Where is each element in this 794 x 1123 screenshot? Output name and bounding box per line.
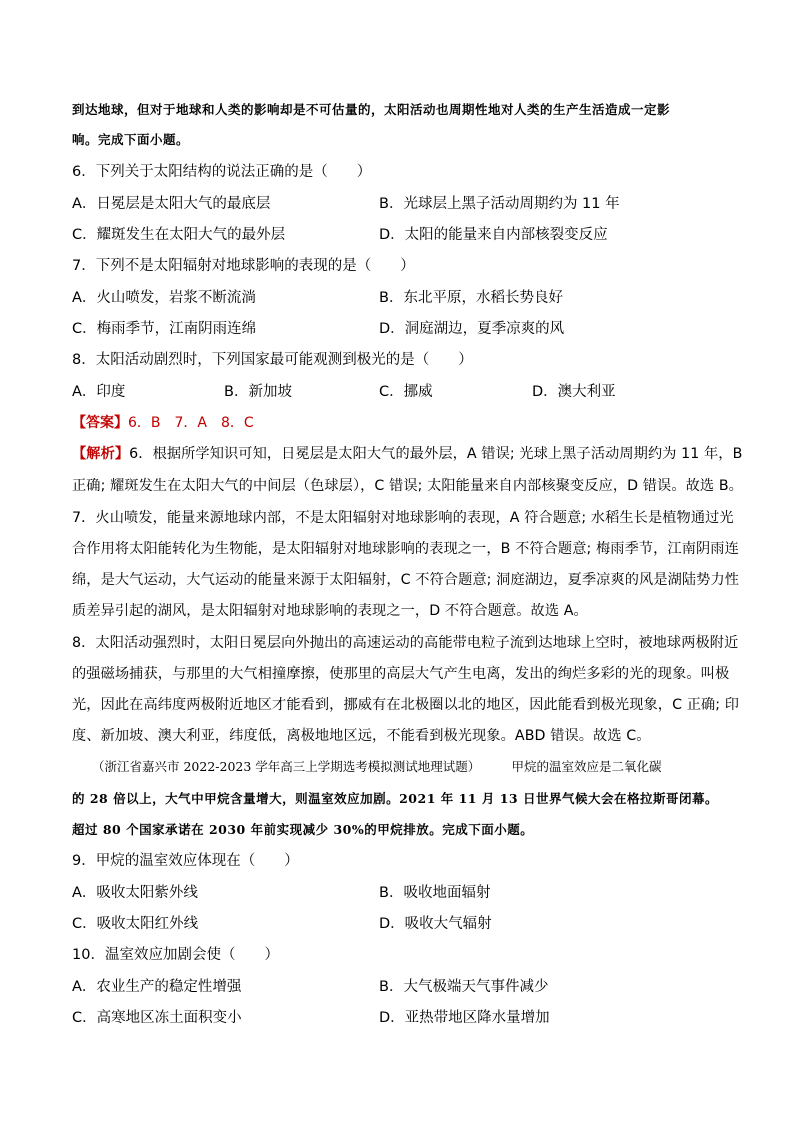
- question-6-option-a: A．日冕层是太阳大气的最底层: [72, 196, 271, 212]
- question-10-stem: 10．温室效应加剧会使（ ）: [72, 947, 279, 963]
- passage2-line-1: 的 28 倍以上，大气中甲烷含量增大，则温室效应加剧。2021 年 11 月 13 日世界气候大会在格拉斯哥闭幕。: [72, 791, 718, 806]
- answer-line: [72, 413, 254, 433]
- answer-tag: 【答案】: [72, 415, 128, 431]
- question-7-option-b: B．东北平原，水稻长势良好: [379, 290, 563, 306]
- analysis-tag: 【解析】: [72, 446, 130, 462]
- passage2-line-2: 超过 80 个国家承诺在 2030 年前实现减少 30%的甲烷排放。完成下面小题。: [72, 822, 534, 837]
- question-7-option-a: A．火山喷发，岩浆不断流淌: [72, 290, 256, 306]
- analysis-line-4: 合作用将太阳能转化为生物能，是太阳辐射对地球影响的表现之一，B 不符合题意; 梅雨季节，江南阴雨连: [72, 541, 739, 557]
- question-8-stem: 8．太阳活动剧烈时，下列国家最可能观测到极光的是（ ）: [72, 352, 473, 368]
- analysis-line-3: 7．火山喷发，能量来源地球内部，不是太阳辐射对地球影响的表现，A 符合题意; 水稻生长是植物通过光: [72, 510, 734, 526]
- question-8-option-c: C．挪威: [379, 384, 433, 400]
- intro-line-1: 到达地球，但对于地球和人类的影响却是不可估量的，太阳活动也周期性地对人类的生产生活造成一定影: [72, 102, 671, 117]
- question-10-option-c: C．高寒地区冻土面积变小: [72, 1010, 242, 1026]
- question-6-option-d: D．太阳的能量来自内部核裂变反应: [379, 227, 608, 243]
- analysis-line-10: 度、新加坡、澳大利亚，纬度低，离极地地区远，不能看到极光现象。ABD 错误。故选 C。: [72, 728, 651, 744]
- question-10-option-a: A．农业生产的稳定性增强: [72, 979, 242, 995]
- analysis-line-1: [72, 444, 742, 464]
- analysis-line-7: 8．太阳活动强烈时，太阳日冕层向外抛出的高速运动的高能带电粒子流到达地球上空时，被地球两极附近: [72, 635, 739, 651]
- question-9-option-b: B．吸收地面辐射: [379, 885, 491, 901]
- question-7-option-d: D．洞庭湖边，夏季凉爽的风: [379, 321, 565, 337]
- question-10-option-d: D．亚热带地区降水量增加: [379, 1010, 550, 1026]
- intro-line-2: 响。完成下面小题。: [72, 132, 190, 147]
- question-6-stem: 6．下列关于太阳结构的说法正确的是（ ）: [72, 164, 372, 180]
- question-9-option-d: D．吸收大气辐射: [379, 916, 492, 932]
- answer-text: 6．B 7．A 8．C: [128, 415, 254, 431]
- question-8-option-b: B．新加坡: [224, 384, 292, 400]
- question-8-option-d: D．澳大利亚: [532, 384, 616, 400]
- analysis-line-6: 质差异引起的湖风，是太阳辐射对地球影响的表现之一，D 不符合题意。故选 A。: [72, 603, 588, 619]
- question-8-option-a: A．印度: [72, 384, 126, 400]
- analysis-line-5: 绵，是大气运动，大气运动的能量来源于太阳辐射，C 不符合题意; 洞庭湖边，夏季凉爽的风是湖陆势力性: [72, 572, 740, 588]
- question-7-option-c: C．梅雨季节，江南阴雨连绵: [72, 321, 257, 337]
- question-9-option-a: A．吸收太阳紫外线: [72, 885, 198, 901]
- question-6-option-c: C．耀斑发生在太阳大气的最外层: [72, 227, 286, 243]
- analysis-line-8: 的强磁场捕获，与那里的大气相撞摩擦，使那里的高层大气产生电离，发出的绚烂多彩的光的现象。叫极: [72, 666, 730, 682]
- question-10-option-b: B．大气极端天气事件减少: [379, 979, 549, 995]
- analysis-line-2: 正确; 耀斑发生在太阳大气的中间层（色球层），C 错误; 太阳能量来自内部核聚变反应，D 错误。故选 B。: [72, 478, 743, 494]
- analysis-text-1: 6．根据所学知识可知，日冕层是太阳大气的最外层，A 错误; 光球上黑子活动周期约为 11 年，B: [129, 446, 743, 462]
- question-9-option-c: C．吸收太阳红外线: [72, 916, 199, 932]
- analysis-line-9: 光，因此在高纬度两极附近地区才能看到，挪威有在北极圈以北的地区，因此能看到极光现象，C 正确; 印: [72, 697, 740, 713]
- source-line: （浙江省嘉兴市 2022-2023 学年高三上学期选考模拟测试地理试题） 甲烷的温室效应是二氧化碳: [92, 759, 662, 774]
- question-6-option-b: B．光球层上黑子活动周期约为 11 年: [379, 196, 620, 212]
- question-7-stem: 7．下列不是太阳辐射对地球影响的表现的是（ ）: [72, 258, 415, 274]
- question-9-stem: 9．甲烷的温室效应体现在（ ）: [72, 853, 299, 869]
